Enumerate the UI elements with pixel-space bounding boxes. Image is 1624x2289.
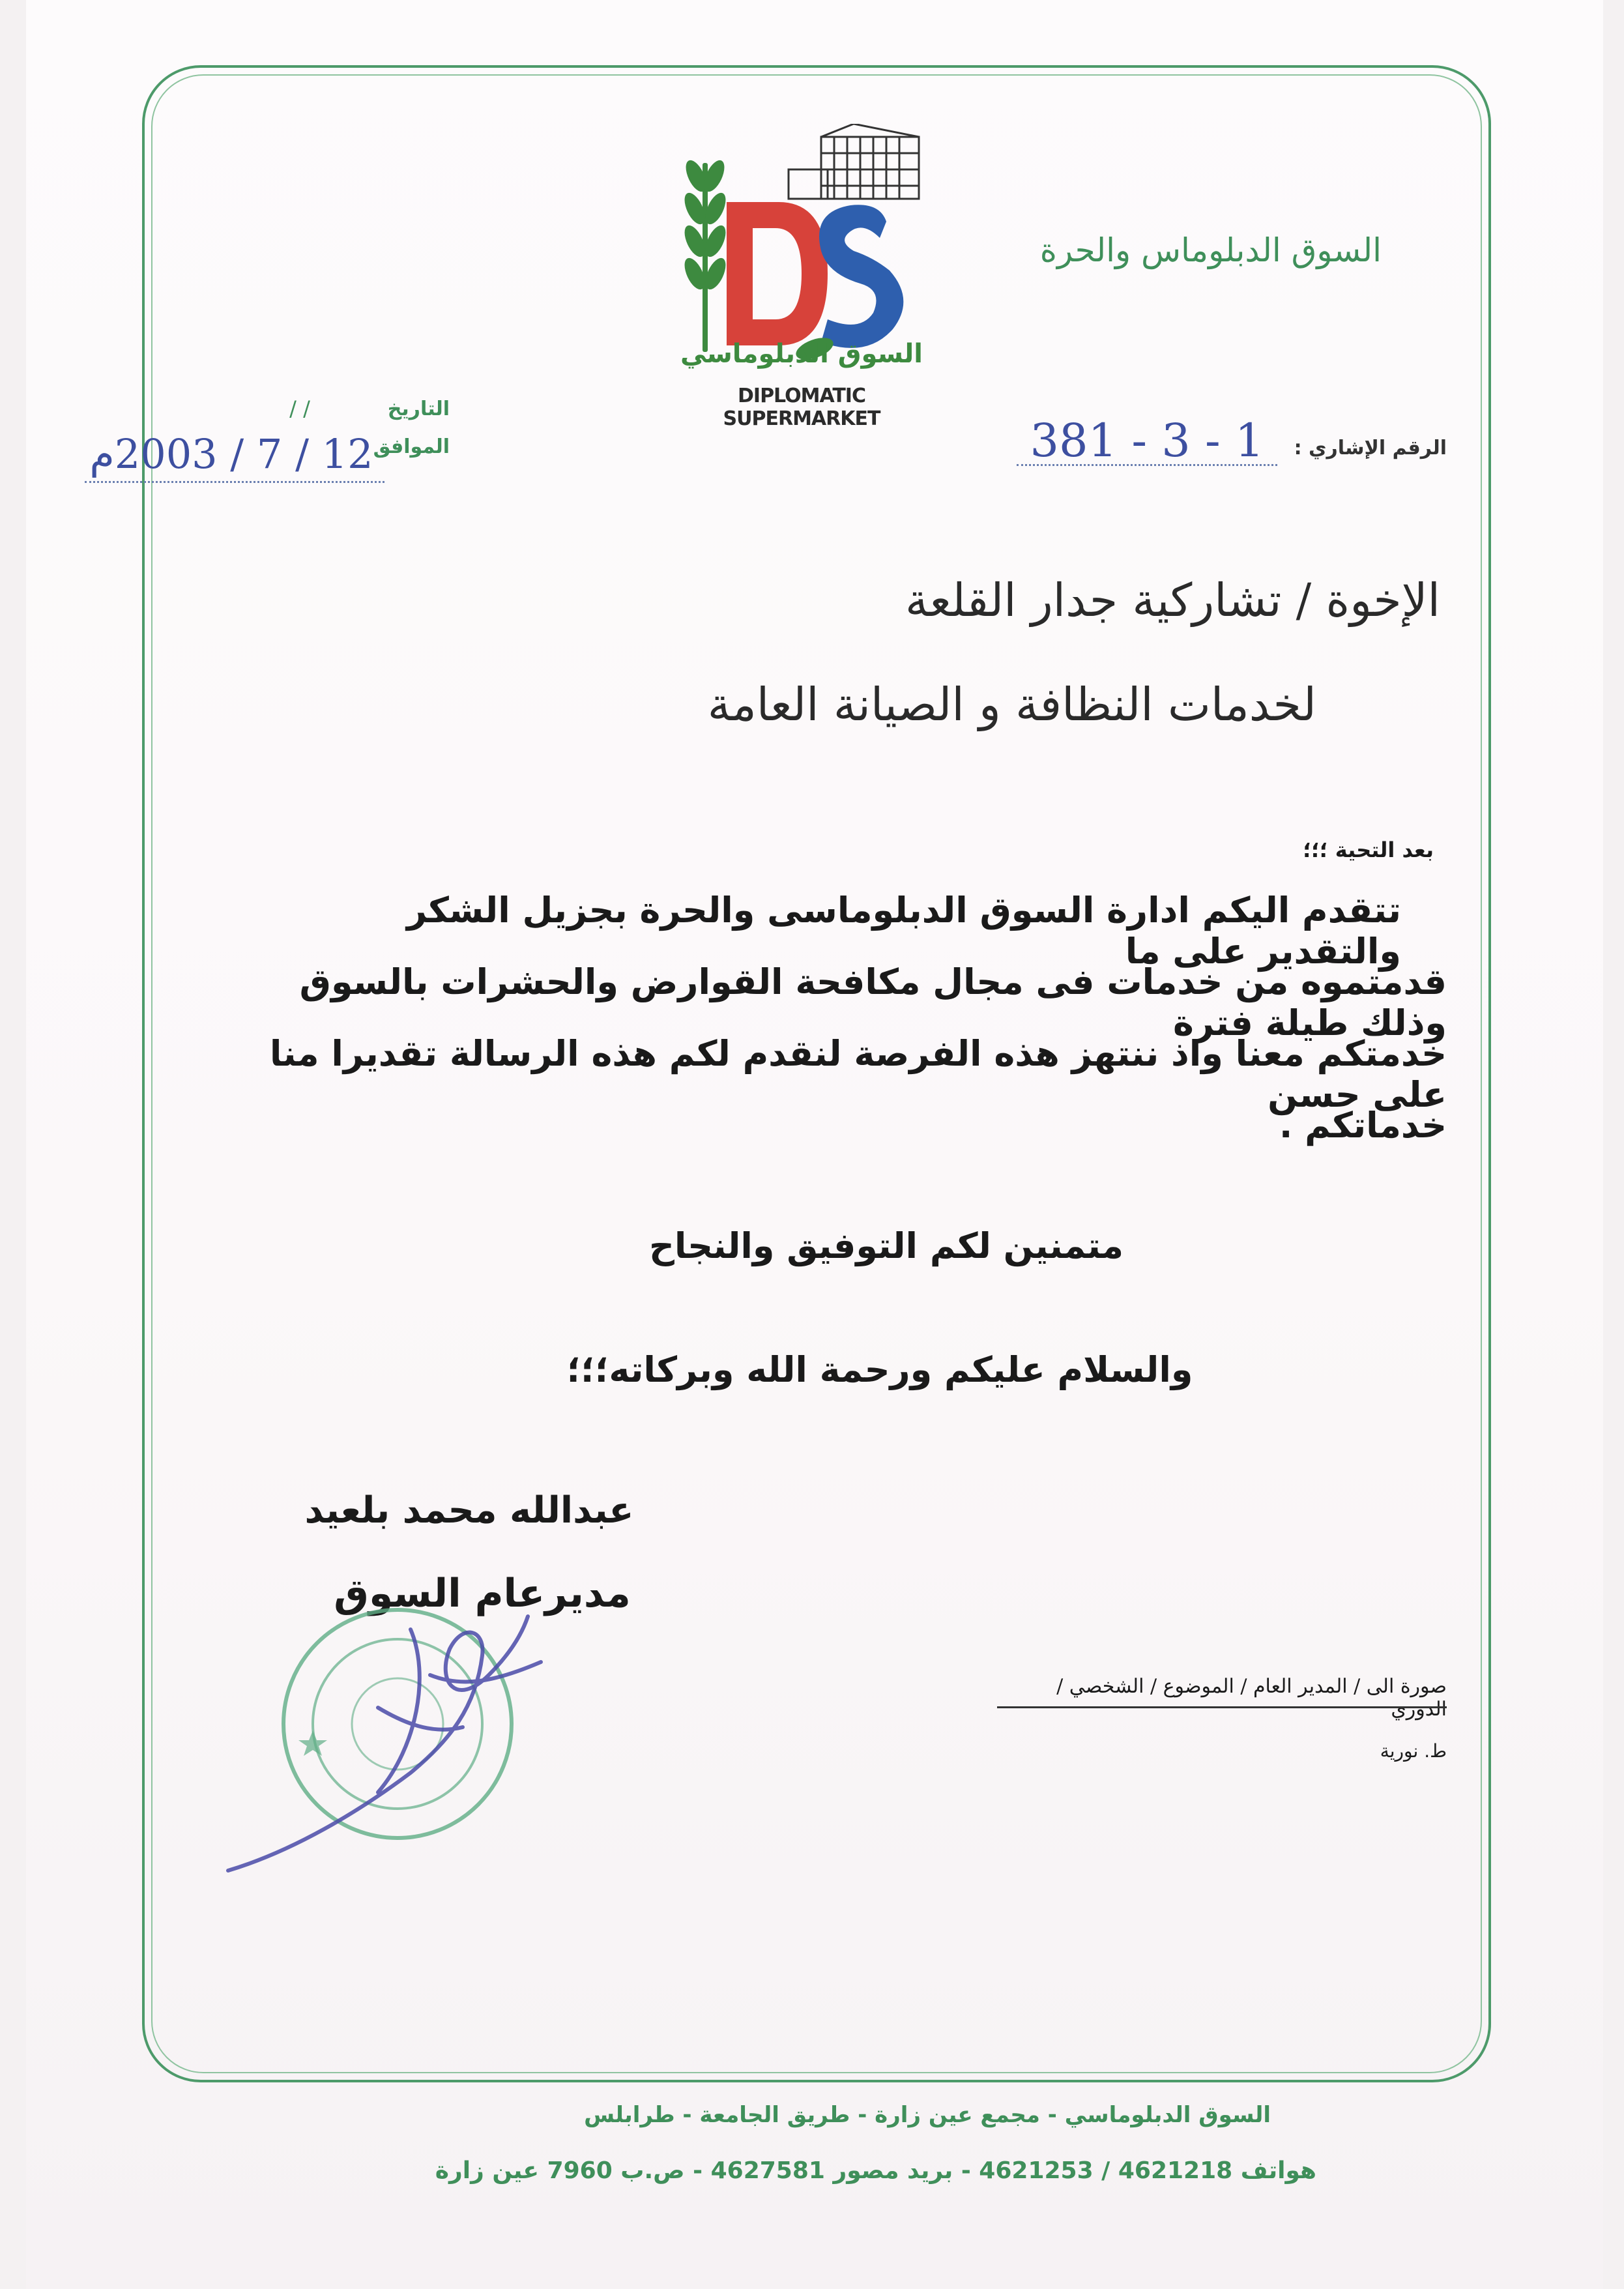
body-line-1: تتقدم اليكم ادارة السوق الدبلوماسى والحرة بجزيل الشكر والتقدير على ما — [406, 890, 1401, 972]
reference-value: 381 - 3 - 1 — [1030, 414, 1264, 467]
wishes: متمنين لكم التوفيق والنجاح — [648, 1225, 1124, 1266]
handwritten-signature-icon — [228, 1616, 541, 1871]
body-line-2: قدمتموه من خدمات فى مجال مكافحة القوارض والحشرات بالسوق وذلك طيلة فترة — [299, 961, 1447, 1043]
logo-name-ar: السوق الدبلوماسي — [680, 339, 923, 369]
logo-name-en: DIPLOMATIC SUPERMARKET — [723, 385, 880, 430]
closing: والسلام عليكم ورحمة الله وبركاته؛؛؛ — [566, 1349, 1193, 1390]
date-placeholder: / / — [289, 396, 310, 421]
copies-line: صورة الى / المدير العام / الموضوع / الشخصي / الدوري — [1056, 1675, 1447, 1721]
reference-label: الرقم الإشاري : — [1294, 437, 1447, 459]
reference-underline — [1017, 464, 1277, 466]
company-name: السوق الدبلوماس والحرة — [1039, 231, 1382, 269]
greeting: بعد التحية ؛؛؛ — [1303, 838, 1434, 862]
body-line-4: خدماتكم . — [1279, 1105, 1447, 1146]
date-value-text: 12 / 7 / 2003م — [89, 430, 373, 478]
date-label: التاريخ — [387, 398, 450, 420]
date-underline — [85, 481, 384, 483]
footer-contacts: هواتف 4621218 / 4621253 - بريد مصور 4627581 - ص.ب 7960 عين زارة — [435, 2157, 1316, 2184]
copies-initials: ط. نورية — [1380, 1740, 1447, 1762]
date-value — [78, 430, 384, 478]
body-line-3: خدمتكم معنا واذ ننتهز هذه الفرصة لنقدم لكم هذه الرسالة تقديرا منا على حسن — [269, 1033, 1447, 1115]
copies-underline — [997, 1706, 1447, 1708]
addressee-line2: لخدمات النظافة و الصيانة العامة — [707, 678, 1316, 731]
signatory-title: مديرعام السوق — [334, 1571, 631, 1616]
stamp-signature-graphic — [215, 1577, 580, 1903]
corresponding-label: الموافق — [373, 435, 450, 458]
official-stamp-icon — [283, 1610, 512, 1838]
signatory-name: عبدالله محمد بلعيد — [304, 1489, 634, 1532]
footer-address: السوق الدبلوماسي - مجمع عين زارة - طريق الجامعة - طرابلس — [584, 2102, 1271, 2128]
addressee-line1: الإخوة / تشاركية جدار القلعة — [905, 574, 1440, 627]
company-logo — [665, 124, 938, 430]
